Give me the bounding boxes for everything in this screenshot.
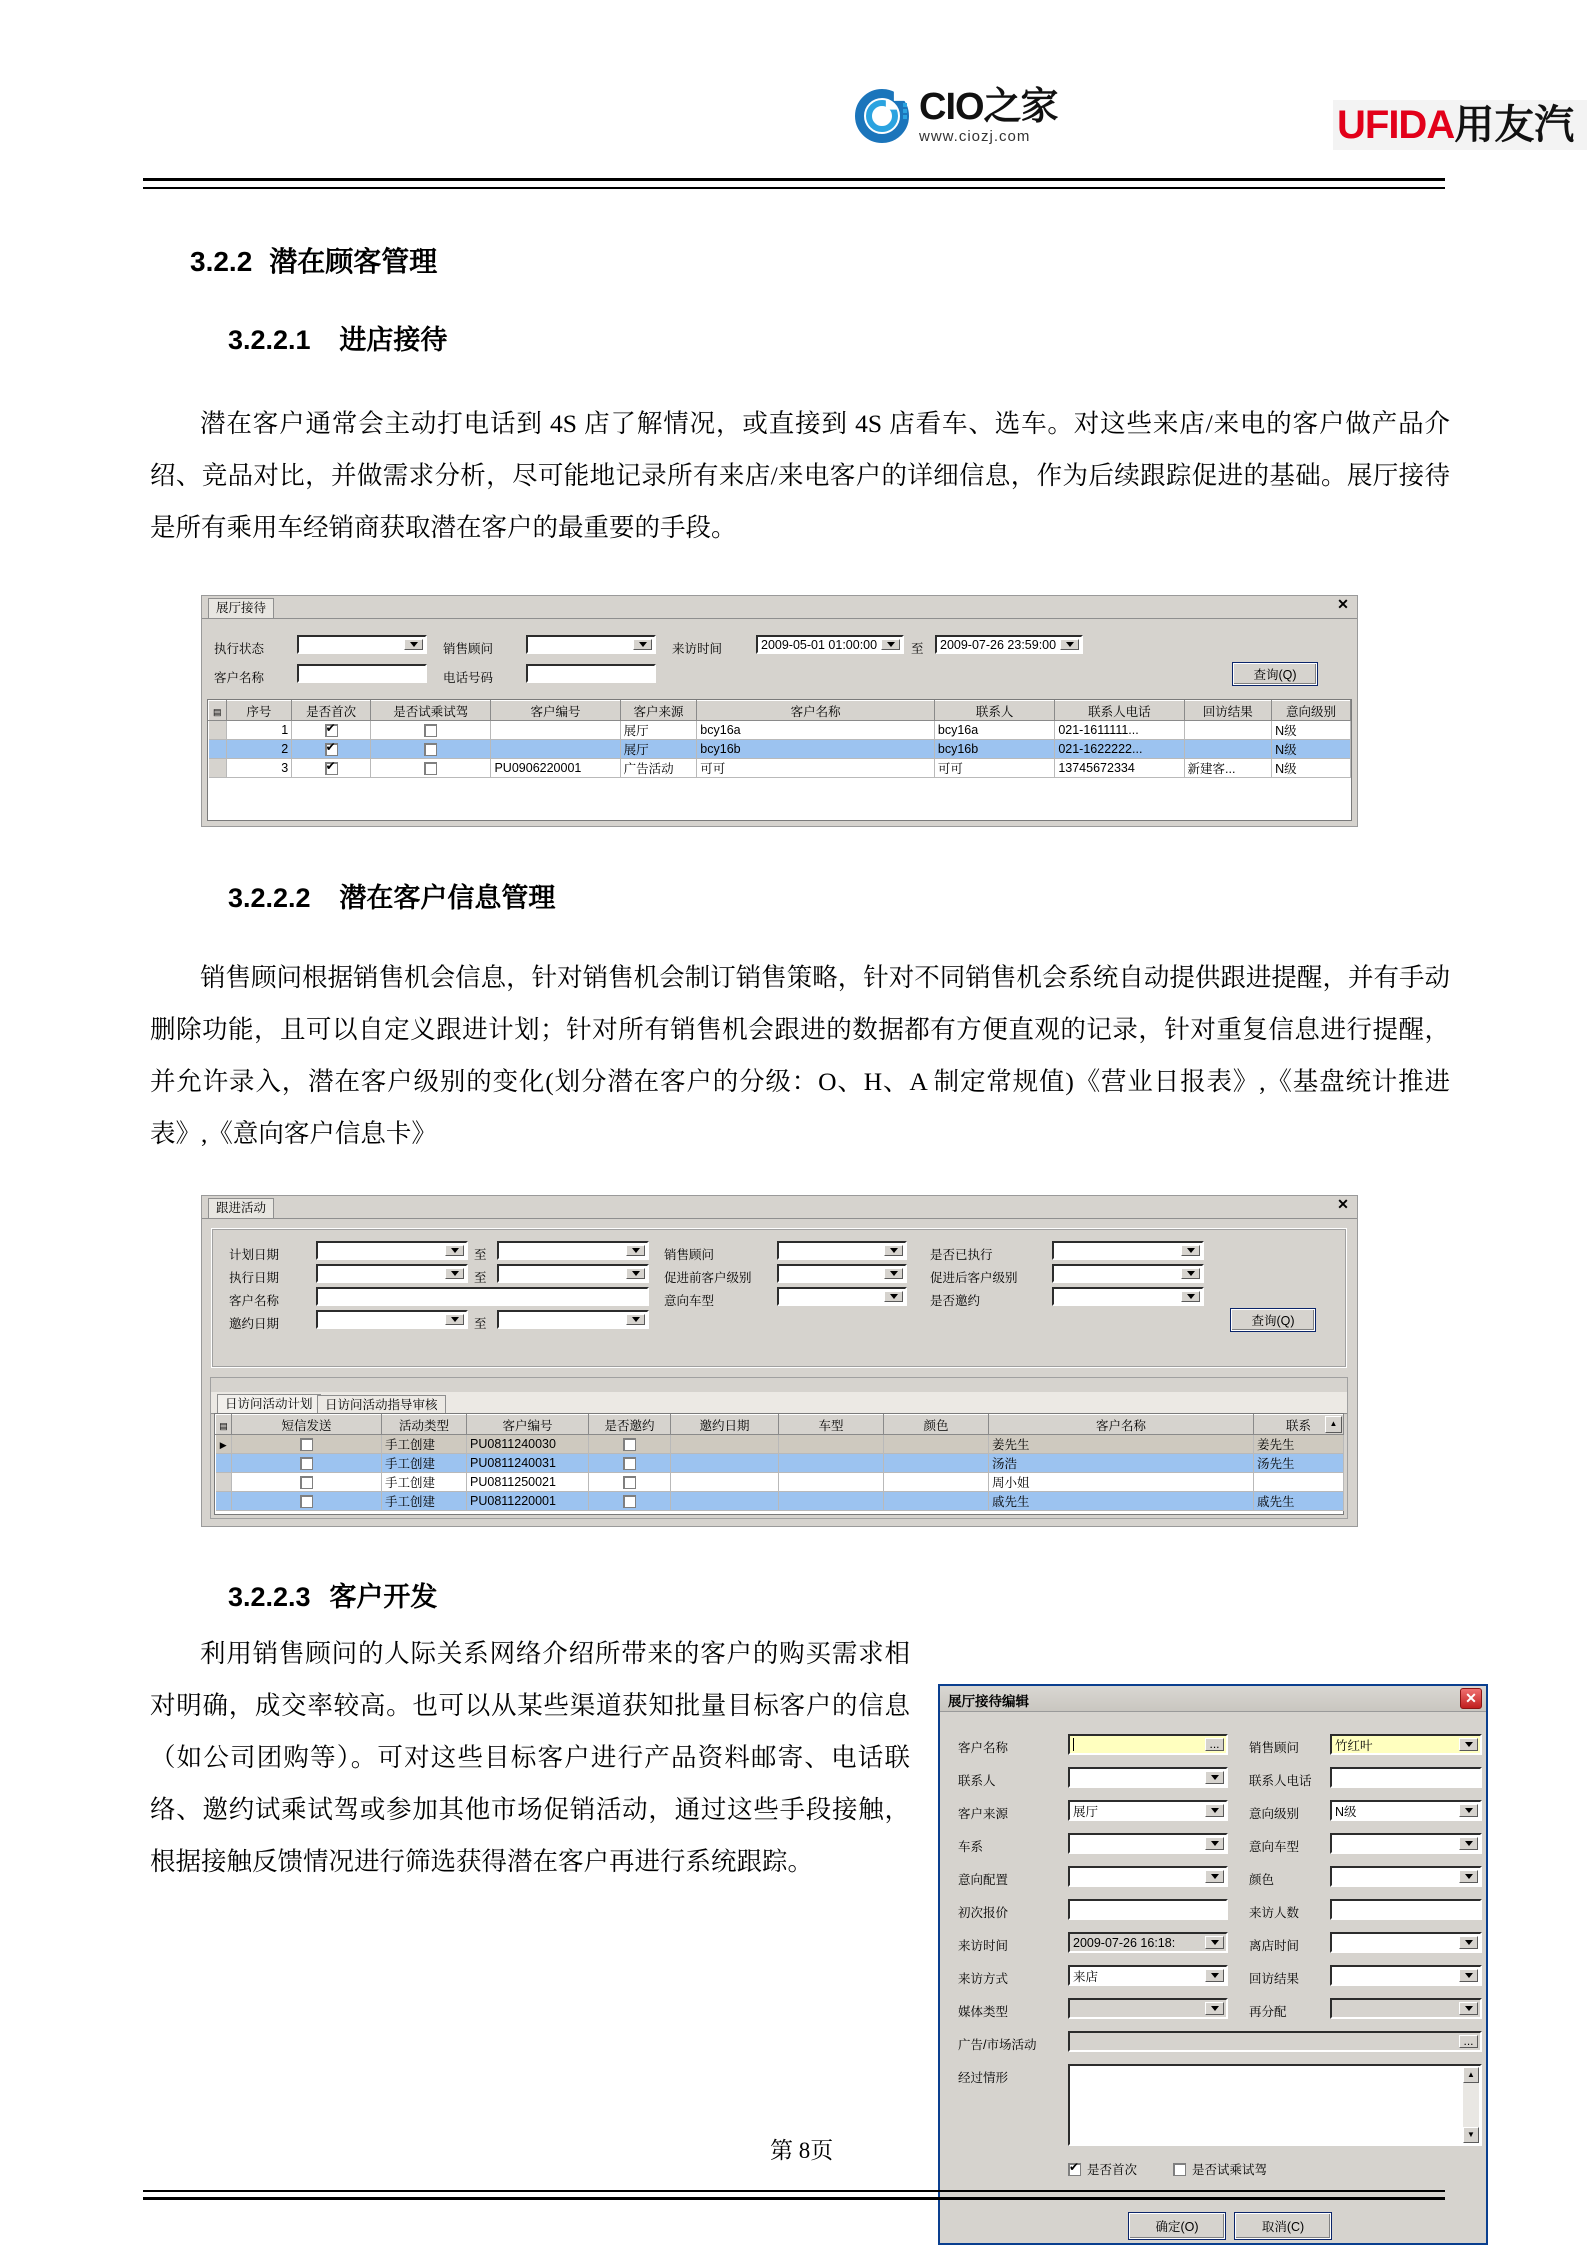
paragraph-3: 利用销售顾问的人际关系网络介绍所带来的客户的购买需求相对明确，成交率较高。也可以从某些渠道获知批量目标客户的信息（如公司团购等）。可对这些目标客户进行产品资料邮寄、电话联络、邀约试乘试驾或参加其他市场促销活动，通过这些手段接触，根据接触反馈情况进行筛选获得潜在客户再进行系统跟踪。	[150, 1639, 910, 1876]
table-row[interactable]	[216, 1473, 1344, 1492]
heading-3-2-2-3	[228, 1575, 437, 1614]
heading-3-2-2-1-number: 3.2.2.1	[228, 325, 311, 355]
plan-date-from-input[interactable]	[316, 1241, 468, 1260]
cio-logo-title: CIO之家	[919, 86, 1058, 128]
cell-cust-no: PU0811220001	[467, 1492, 589, 1511]
visit-time-label: 来访时间	[958, 1939, 1009, 1953]
contact-phone-input[interactable]	[1330, 1767, 1482, 1788]
visit-time-value: 2009-07-26 16:18:	[1073, 1935, 1176, 1950]
chevron-down-icon[interactable]	[1205, 1804, 1224, 1817]
close-icon[interactable]: ✕	[1337, 596, 1349, 612]
followup-grid[interactable]	[215, 1414, 1343, 1514]
checkbox-icon[interactable]	[325, 724, 338, 737]
intent-level-value: N级	[1335, 1804, 1357, 1819]
cell-contact: bcy16a	[934, 721, 1054, 740]
dialog-reception-edit[interactable]	[938, 1684, 1488, 2245]
checkbox-icon[interactable]	[623, 1438, 636, 1451]
close-icon[interactable]: ✕	[1337, 1196, 1349, 1212]
cell-color	[884, 1454, 989, 1473]
executed-label: 是否已执行	[930, 1248, 993, 1262]
cell-invited[interactable]	[589, 1473, 671, 1492]
row-selector-icon[interactable]: ▤	[209, 701, 227, 721]
col-model[interactable]: 车型	[779, 1415, 884, 1435]
visit-mode-label: 来访方式	[958, 1972, 1009, 1986]
reception-grid-header	[209, 701, 1351, 721]
checkbox-icon[interactable]	[623, 1476, 636, 1489]
chevron-down-icon[interactable]	[445, 1314, 464, 1325]
followup-inner-tabs	[211, 1378, 1347, 1518]
sales-consultant-input[interactable]	[1330, 1734, 1482, 1755]
table-row[interactable]	[216, 1492, 1344, 1511]
cell-cust-name: 姜先生	[989, 1435, 1254, 1454]
visit-time-input[interactable]	[1068, 1932, 1228, 1953]
col-cust-no[interactable]: 客户编号	[467, 1415, 589, 1435]
media-type-input[interactable]	[1068, 1998, 1228, 2019]
table-row[interactable]	[209, 740, 1351, 759]
contact-input[interactable]	[1068, 1767, 1228, 1788]
cell-contact: 姜先生	[1254, 1435, 1344, 1454]
cell-phone: 021-1622222...	[1055, 740, 1184, 759]
scroll-up-icon[interactable]: ▲	[1325, 1416, 1342, 1433]
cell-model	[779, 1435, 884, 1454]
cell-cust-name: bcy16b	[697, 740, 935, 759]
cell-invite-date	[671, 1492, 779, 1511]
chevron-down-icon[interactable]	[1181, 1245, 1200, 1256]
visit-mode-input[interactable]	[1068, 1965, 1228, 1986]
reception-tabstrip	[202, 596, 1357, 619]
car-series-input[interactable]	[1068, 1833, 1228, 1854]
exec-date-to-label: 至	[474, 1271, 487, 1285]
heading-3-2-2-2	[228, 876, 555, 915]
reassign-input[interactable]	[1330, 1998, 1482, 2019]
cell-invited[interactable]	[589, 1435, 671, 1454]
checkbox-icon[interactable]	[623, 1457, 636, 1470]
chevron-down-icon[interactable]	[1459, 1969, 1478, 1982]
cell-source: 广告活动	[620, 759, 697, 778]
revisit-result-input[interactable]	[1330, 1965, 1482, 1986]
heading-3-2-2	[190, 240, 437, 280]
table-row[interactable]	[216, 1435, 1344, 1454]
cell-cust-no: PU0906220001	[491, 759, 620, 778]
cell-cust-name: 可可	[697, 759, 935, 778]
visit-time-from-input[interactable]	[756, 635, 904, 654]
invite-date-label: 邀约日期	[229, 1317, 280, 1331]
ellipsis-picker-icon[interactable]: ...	[1459, 2035, 1478, 2048]
page-number: 第 8页	[770, 2138, 834, 2163]
cell-revisit	[1184, 721, 1272, 740]
cell-phone: 021-1611111...	[1055, 721, 1184, 740]
level-before-label: 促进前客户级别	[664, 1271, 752, 1285]
table-row[interactable]	[216, 1454, 1344, 1473]
intent-level-input[interactable]	[1330, 1800, 1482, 1821]
row-handle[interactable]	[209, 759, 227, 778]
checkbox-icon[interactable]	[300, 1457, 313, 1470]
cell-cust-name: 周小姐	[989, 1473, 1254, 1492]
cell-contact: 可可	[934, 759, 1054, 778]
plan-date-to-input[interactable]	[497, 1241, 649, 1260]
cell-sms[interactable]	[232, 1492, 382, 1511]
paragraph-2: 销售顾问根据销售机会信息，针对销售机会制订销售策略，针对不同销售机会系统自动提供跟进提醒，并有手动删除功能，且可以自定义跟进计划；针对所有销售机会跟进的数据都有方便直观的记录，针对重复信息进行提醒，并允许录入，潜在客户级别的变化(划分潜在客户的分级：O、H、A 制定常规值)《营业日报表》,《基盘统计推进表》,《意向客户信息卡》	[150, 963, 1450, 1148]
chevron-down-icon[interactable]	[626, 1245, 645, 1256]
sales-consultant-input[interactable]	[777, 1241, 907, 1260]
cell-cust-no: PU0811250021	[467, 1473, 589, 1492]
chevron-down-icon[interactable]	[1459, 1936, 1478, 1949]
process-label: 经过情形	[958, 2071, 1009, 2085]
cell-color	[884, 1492, 989, 1511]
heading-3-2-2-title: 潜在顾客管理	[269, 247, 438, 278]
source-value: 展厅	[1073, 1804, 1099, 1819]
plan-date-label: 计划日期	[229, 1248, 280, 1262]
car-series-label: 车系	[958, 1840, 984, 1854]
chevron-down-icon[interactable]	[1181, 1268, 1200, 1279]
followup-grid-header	[216, 1415, 1344, 1435]
chevron-down-icon[interactable]	[445, 1268, 464, 1279]
row-handle[interactable]	[209, 740, 227, 759]
contact-phone-label: 联系人电话	[1249, 1774, 1312, 1788]
close-icon[interactable]: ✕	[1460, 1688, 1482, 1709]
invite-date-to-label: 至	[474, 1317, 487, 1331]
cio-logo-url: www.ciozj.com	[919, 128, 1031, 145]
customer-name-label: 客户名称	[229, 1294, 280, 1308]
col-level[interactable]: 意向级别	[1272, 701, 1351, 721]
col-seq[interactable]: 序号	[226, 701, 292, 721]
cell-activity-type: 手工创建	[382, 1492, 467, 1511]
tab-daily-review[interactable]: 日访问活动指导审核	[317, 1395, 446, 1416]
cell-cust-no	[491, 740, 620, 759]
col-sms[interactable]: 短信发送	[232, 1415, 382, 1435]
cell-seq: 2	[226, 740, 292, 759]
checkbox-icon[interactable]	[424, 724, 437, 737]
cell-testdrive[interactable]	[371, 759, 491, 778]
first-quote-input[interactable]	[1068, 1899, 1228, 1920]
col-phone[interactable]: 联系人电话	[1055, 701, 1184, 721]
col-cust-name[interactable]: 客户名称	[697, 701, 935, 721]
cell-cust-no: PU0811240030	[467, 1435, 589, 1454]
visit-time-to-input[interactable]	[935, 635, 1083, 654]
footer-rule	[143, 2190, 1445, 2200]
customer-name-label: 客户名称	[958, 1741, 1009, 1755]
cell-model	[779, 1492, 884, 1511]
cell-invited[interactable]	[589, 1492, 671, 1511]
intent-model-input[interactable]	[1330, 1833, 1482, 1854]
executed-input[interactable]	[1052, 1241, 1204, 1260]
color-label: 颜色	[1249, 1873, 1275, 1887]
chevron-down-icon[interactable]	[1459, 1804, 1478, 1817]
chevron-down-icon[interactable]	[626, 1314, 645, 1325]
chevron-down-icon[interactable]	[881, 639, 900, 650]
reception-edit-titlebar	[940, 1686, 1486, 1712]
cell-color	[884, 1435, 989, 1454]
col-contact-label: 联系	[1285, 1418, 1311, 1433]
col-cust-no[interactable]: 客户编号	[491, 701, 620, 721]
leave-time-label: 离店时间	[1249, 1939, 1300, 1953]
row-handle[interactable]: ▶	[216, 1435, 232, 1454]
phone-label: 电话号码	[443, 671, 494, 685]
row-handle[interactable]	[216, 1454, 232, 1473]
col-testdrive[interactable]: 是否试乘试驾	[371, 701, 491, 721]
chevron-down-icon[interactable]	[1205, 1771, 1224, 1784]
checkbox-icon[interactable]	[1068, 2163, 1081, 2176]
row-handle[interactable]	[216, 1473, 232, 1492]
col-activity-type[interactable]: 活动类型	[382, 1415, 467, 1435]
visit-time-to-label: 至	[911, 642, 924, 656]
first-visit-checkbox[interactable]	[1068, 2160, 1137, 2178]
visit-mode-value: 来店	[1073, 1969, 1099, 1984]
cell-cust-name: 汤浩	[989, 1454, 1254, 1473]
followup-tabstrip	[202, 1196, 1357, 1219]
page-header	[0, 0, 1587, 186]
cell-invite-date	[671, 1473, 779, 1492]
chevron-down-icon[interactable]	[626, 1268, 645, 1279]
cell-model	[779, 1473, 884, 1492]
cell-testdrive[interactable]	[371, 740, 491, 759]
intent-model-input[interactable]	[777, 1287, 907, 1306]
heading-3-2-2-2-number: 3.2.2.2	[228, 883, 311, 913]
cell-phone: 13745672334	[1055, 759, 1184, 778]
cell-level: N级	[1272, 721, 1351, 740]
reception-grid[interactable]	[208, 700, 1351, 820]
visit-time-label: 来访时间	[672, 642, 723, 656]
exec-date-label: 执行日期	[229, 1271, 280, 1285]
cell-contact: bcy16b	[934, 740, 1054, 759]
exec-status-input[interactable]	[297, 635, 427, 654]
ufida-logo-latin: UFIDA	[1337, 103, 1455, 147]
chevron-down-icon[interactable]	[633, 639, 652, 650]
chevron-down-icon[interactable]	[884, 1245, 903, 1256]
chevron-down-icon[interactable]	[1181, 1291, 1200, 1302]
query-button[interactable]: 查询(Q)	[1230, 1308, 1316, 1332]
row-handle[interactable]	[209, 721, 227, 740]
plan-date-to-label: 至	[474, 1248, 487, 1262]
intent-config-input[interactable]	[1068, 1866, 1228, 1887]
checkbox-icon[interactable]	[300, 1476, 313, 1489]
cell-sms[interactable]	[232, 1473, 382, 1492]
media-type-label: 媒体类型	[958, 2005, 1009, 2019]
chevron-down-icon[interactable]	[1459, 1837, 1478, 1850]
sales-consultant-input[interactable]	[526, 635, 656, 654]
cell-revisit	[1184, 740, 1272, 759]
chevron-down-icon[interactable]	[1459, 1738, 1478, 1751]
col-revisit[interactable]: 回访结果	[1184, 701, 1272, 721]
chevron-down-icon[interactable]	[1459, 1870, 1478, 1883]
table-row[interactable]	[209, 721, 1351, 740]
heading-3-2-2-2-title: 潜在客户信息管理	[339, 883, 556, 913]
chevron-down-icon[interactable]	[884, 1291, 903, 1302]
cell-first[interactable]	[292, 759, 371, 778]
first-visit-label: 是否首次	[1087, 2163, 1138, 2177]
checkbox-icon[interactable]	[300, 1438, 313, 1451]
chevron-down-icon[interactable]	[445, 1245, 464, 1256]
process-textarea[interactable]	[1068, 2064, 1482, 2146]
phone-input[interactable]	[526, 664, 656, 683]
cell-model	[779, 1454, 884, 1473]
heading-3-2-2-3-number: 3.2.2.3	[228, 1582, 311, 1612]
cell-sms[interactable]	[232, 1435, 382, 1454]
checkbox-icon[interactable]	[325, 762, 338, 775]
intent-config-label: 意向配置	[958, 1873, 1009, 1887]
cancel-button[interactable]: 取消(C)	[1234, 2212, 1332, 2240]
testdrive-label: 是否试乘试驾	[1192, 2163, 1268, 2177]
chevron-down-icon[interactable]	[1459, 2002, 1478, 2015]
customer-name-input[interactable]	[316, 1287, 649, 1306]
cell-cust-no: PU0811240031	[467, 1454, 589, 1473]
intent-model-label: 意向车型	[664, 1294, 715, 1308]
scroll-down-icon[interactable]: ▼	[1463, 2127, 1479, 2143]
cell-contact: 戚先生	[1254, 1492, 1344, 1511]
dialog-followup[interactable]	[202, 1196, 1357, 1526]
level-before-input[interactable]	[777, 1264, 907, 1283]
visitor-count-label: 来访人数	[1249, 1906, 1300, 1920]
color-input[interactable]	[1330, 1866, 1482, 1887]
cell-invited[interactable]	[589, 1454, 671, 1473]
chevron-down-icon[interactable]	[1205, 1969, 1224, 1982]
reassign-label: 再分配	[1249, 2005, 1287, 2019]
leave-time-input[interactable]	[1330, 1932, 1482, 1953]
intent-level-label: 意向级别	[1249, 1807, 1300, 1821]
customer-name-input[interactable]	[297, 664, 427, 683]
first-quote-label: 初次报价	[958, 1906, 1009, 1920]
chevron-down-icon[interactable]	[884, 1268, 903, 1279]
checkbox-icon[interactable]	[325, 743, 338, 756]
cio-logo	[855, 88, 1058, 144]
heading-3-2-2-1	[228, 318, 447, 357]
header-rule	[143, 178, 1445, 189]
chevron-down-icon[interactable]	[1060, 639, 1079, 650]
invite-date-to-input[interactable]	[497, 1310, 649, 1329]
reception-tab[interactable]: 展厅接待	[208, 598, 274, 618]
ellipsis-picker-icon[interactable]: ...	[1205, 1738, 1224, 1751]
cell-testdrive[interactable]	[371, 721, 491, 740]
cell-first[interactable]	[292, 740, 371, 759]
level-after-label: 促进后客户级别	[930, 1271, 1018, 1285]
chevron-down-icon[interactable]	[1205, 2002, 1224, 2015]
customer-name-label: 客户名称	[214, 671, 265, 685]
cell-level: N级	[1272, 759, 1351, 778]
revisit-result-label: 回访结果	[1249, 1972, 1300, 1986]
cell-invite-date	[671, 1435, 779, 1454]
heading-3-2-2-1-title: 进店接待	[339, 325, 448, 355]
cell-cust-name: bcy16a	[697, 721, 935, 740]
cell-activity-type: 手工创建	[382, 1473, 467, 1492]
source-input[interactable]	[1068, 1800, 1228, 1821]
col-cust-name[interactable]: 客户名称	[989, 1415, 1254, 1435]
vertical-scrollbar[interactable]	[1463, 2067, 1479, 2143]
exec-date-to-input[interactable]	[497, 1264, 649, 1283]
col-color[interactable]: 颜色	[884, 1415, 989, 1435]
chevron-down-icon[interactable]	[1205, 1870, 1224, 1883]
cell-seq: 1	[226, 721, 292, 740]
invite-date-from-input[interactable]	[316, 1310, 468, 1329]
ufida-logo	[1333, 100, 1587, 150]
cell-cust-name: 戚先生	[989, 1492, 1254, 1511]
cell-source: 展厅	[620, 740, 697, 759]
row-handle[interactable]	[216, 1492, 232, 1511]
tab-daily-plan[interactable]: 日访问活动计划	[217, 1394, 321, 1414]
cell-color	[884, 1473, 989, 1492]
col-source[interactable]: 客户来源	[620, 701, 697, 721]
sales-consultant-label: 销售顾问	[1249, 1741, 1300, 1755]
col-contact[interactable]	[1254, 1415, 1344, 1435]
col-contact[interactable]: 联系人	[934, 701, 1054, 721]
query-button[interactable]: 查询(Q)	[1232, 662, 1318, 686]
cell-contact	[1254, 1473, 1344, 1492]
visitor-count-input[interactable]	[1330, 1899, 1482, 1920]
testdrive-checkbox[interactable]	[1173, 2160, 1267, 2178]
level-after-input[interactable]	[1052, 1264, 1204, 1283]
row-selector-icon[interactable]: ▤	[216, 1415, 232, 1435]
exec-status-label: 执行状态	[214, 642, 265, 656]
reception-edit-title: 展厅接待编辑	[948, 1694, 1029, 1709]
heading-3-2-2-3-title: 客户开发	[329, 1582, 438, 1612]
invited-label: 是否邀约	[930, 1294, 981, 1308]
checkbox-icon[interactable]	[1173, 2163, 1186, 2176]
cell-first[interactable]	[292, 721, 371, 740]
visit-time-to-value: 2009-07-26 23:59:00	[940, 637, 1057, 652]
sales-consultant-value: 竹红叶	[1335, 1738, 1373, 1753]
cell-source: 展厅	[620, 721, 697, 740]
checkbox-icon[interactable]	[623, 1495, 636, 1508]
customer-name-input[interactable]	[1068, 1734, 1228, 1755]
cio-logo-icon	[855, 89, 909, 143]
ufida-logo-cjk: 用友汽	[1454, 103, 1575, 147]
chevron-down-icon[interactable]	[404, 639, 423, 650]
invited-input[interactable]	[1052, 1287, 1204, 1306]
ok-button[interactable]: 确定(O)	[1128, 2212, 1226, 2240]
exec-date-from-input[interactable]	[316, 1264, 468, 1283]
source-label: 客户来源	[958, 1807, 1009, 1821]
checkbox-icon[interactable]	[424, 762, 437, 775]
checkbox-icon[interactable]	[300, 1495, 313, 1508]
col-first[interactable]: 是否首次	[292, 701, 371, 721]
followup-tab[interactable]: 跟进活动	[208, 1198, 274, 1218]
cell-seq: 3	[226, 759, 292, 778]
paragraph-1: 潜在客户通常会主动打电话到 4S 店了解情况，或直接到 4S 店看车、选车。对这些来店/来电的客户做产品介绍、竞品对比，并做需求分析，尽可能地记录所有来店/来电客户的详细信息，作为后续跟踪促进的基础。展厅接待是所有乘用车经销商获取潜在客户的最重要的手段。	[150, 409, 1450, 542]
cell-activity-type: 手工创建	[382, 1435, 467, 1454]
scroll-up-icon[interactable]: ▲	[1463, 2067, 1479, 2083]
cell-invite-date	[671, 1454, 779, 1473]
cell-activity-type: 手工创建	[382, 1454, 467, 1473]
sales-consultant-label: 销售顾问	[443, 642, 494, 656]
campaign-label: 广告/市场活动	[958, 2038, 1037, 2052]
intent-model-label: 意向车型	[1249, 1840, 1300, 1854]
cell-level: N级	[1272, 740, 1351, 759]
campaign-input[interactable]	[1068, 2031, 1482, 2052]
sales-consultant-label: 销售顾问	[664, 1248, 715, 1262]
col-invited[interactable]: 是否邀约	[589, 1415, 671, 1435]
cell-cust-no	[491, 721, 620, 740]
dialog-reception[interactable]	[202, 596, 1357, 826]
col-invite-date[interactable]: 邀约日期	[671, 1415, 779, 1435]
contact-label: 联系人	[958, 1774, 996, 1788]
table-row[interactable]	[209, 759, 1351, 778]
cell-contact: 汤先生	[1254, 1454, 1344, 1473]
visit-time-from-value: 2009-05-01 01:00:00	[761, 637, 878, 652]
chevron-down-icon[interactable]	[1205, 1837, 1224, 1850]
checkbox-icon[interactable]	[424, 743, 437, 756]
cell-sms[interactable]	[232, 1454, 382, 1473]
heading-3-2-2-number: 3.2.2	[190, 246, 253, 277]
chevron-down-icon[interactable]	[1205, 1936, 1224, 1949]
followup-filter-group	[211, 1228, 1347, 1368]
cell-revisit: 新建客...	[1184, 759, 1272, 778]
